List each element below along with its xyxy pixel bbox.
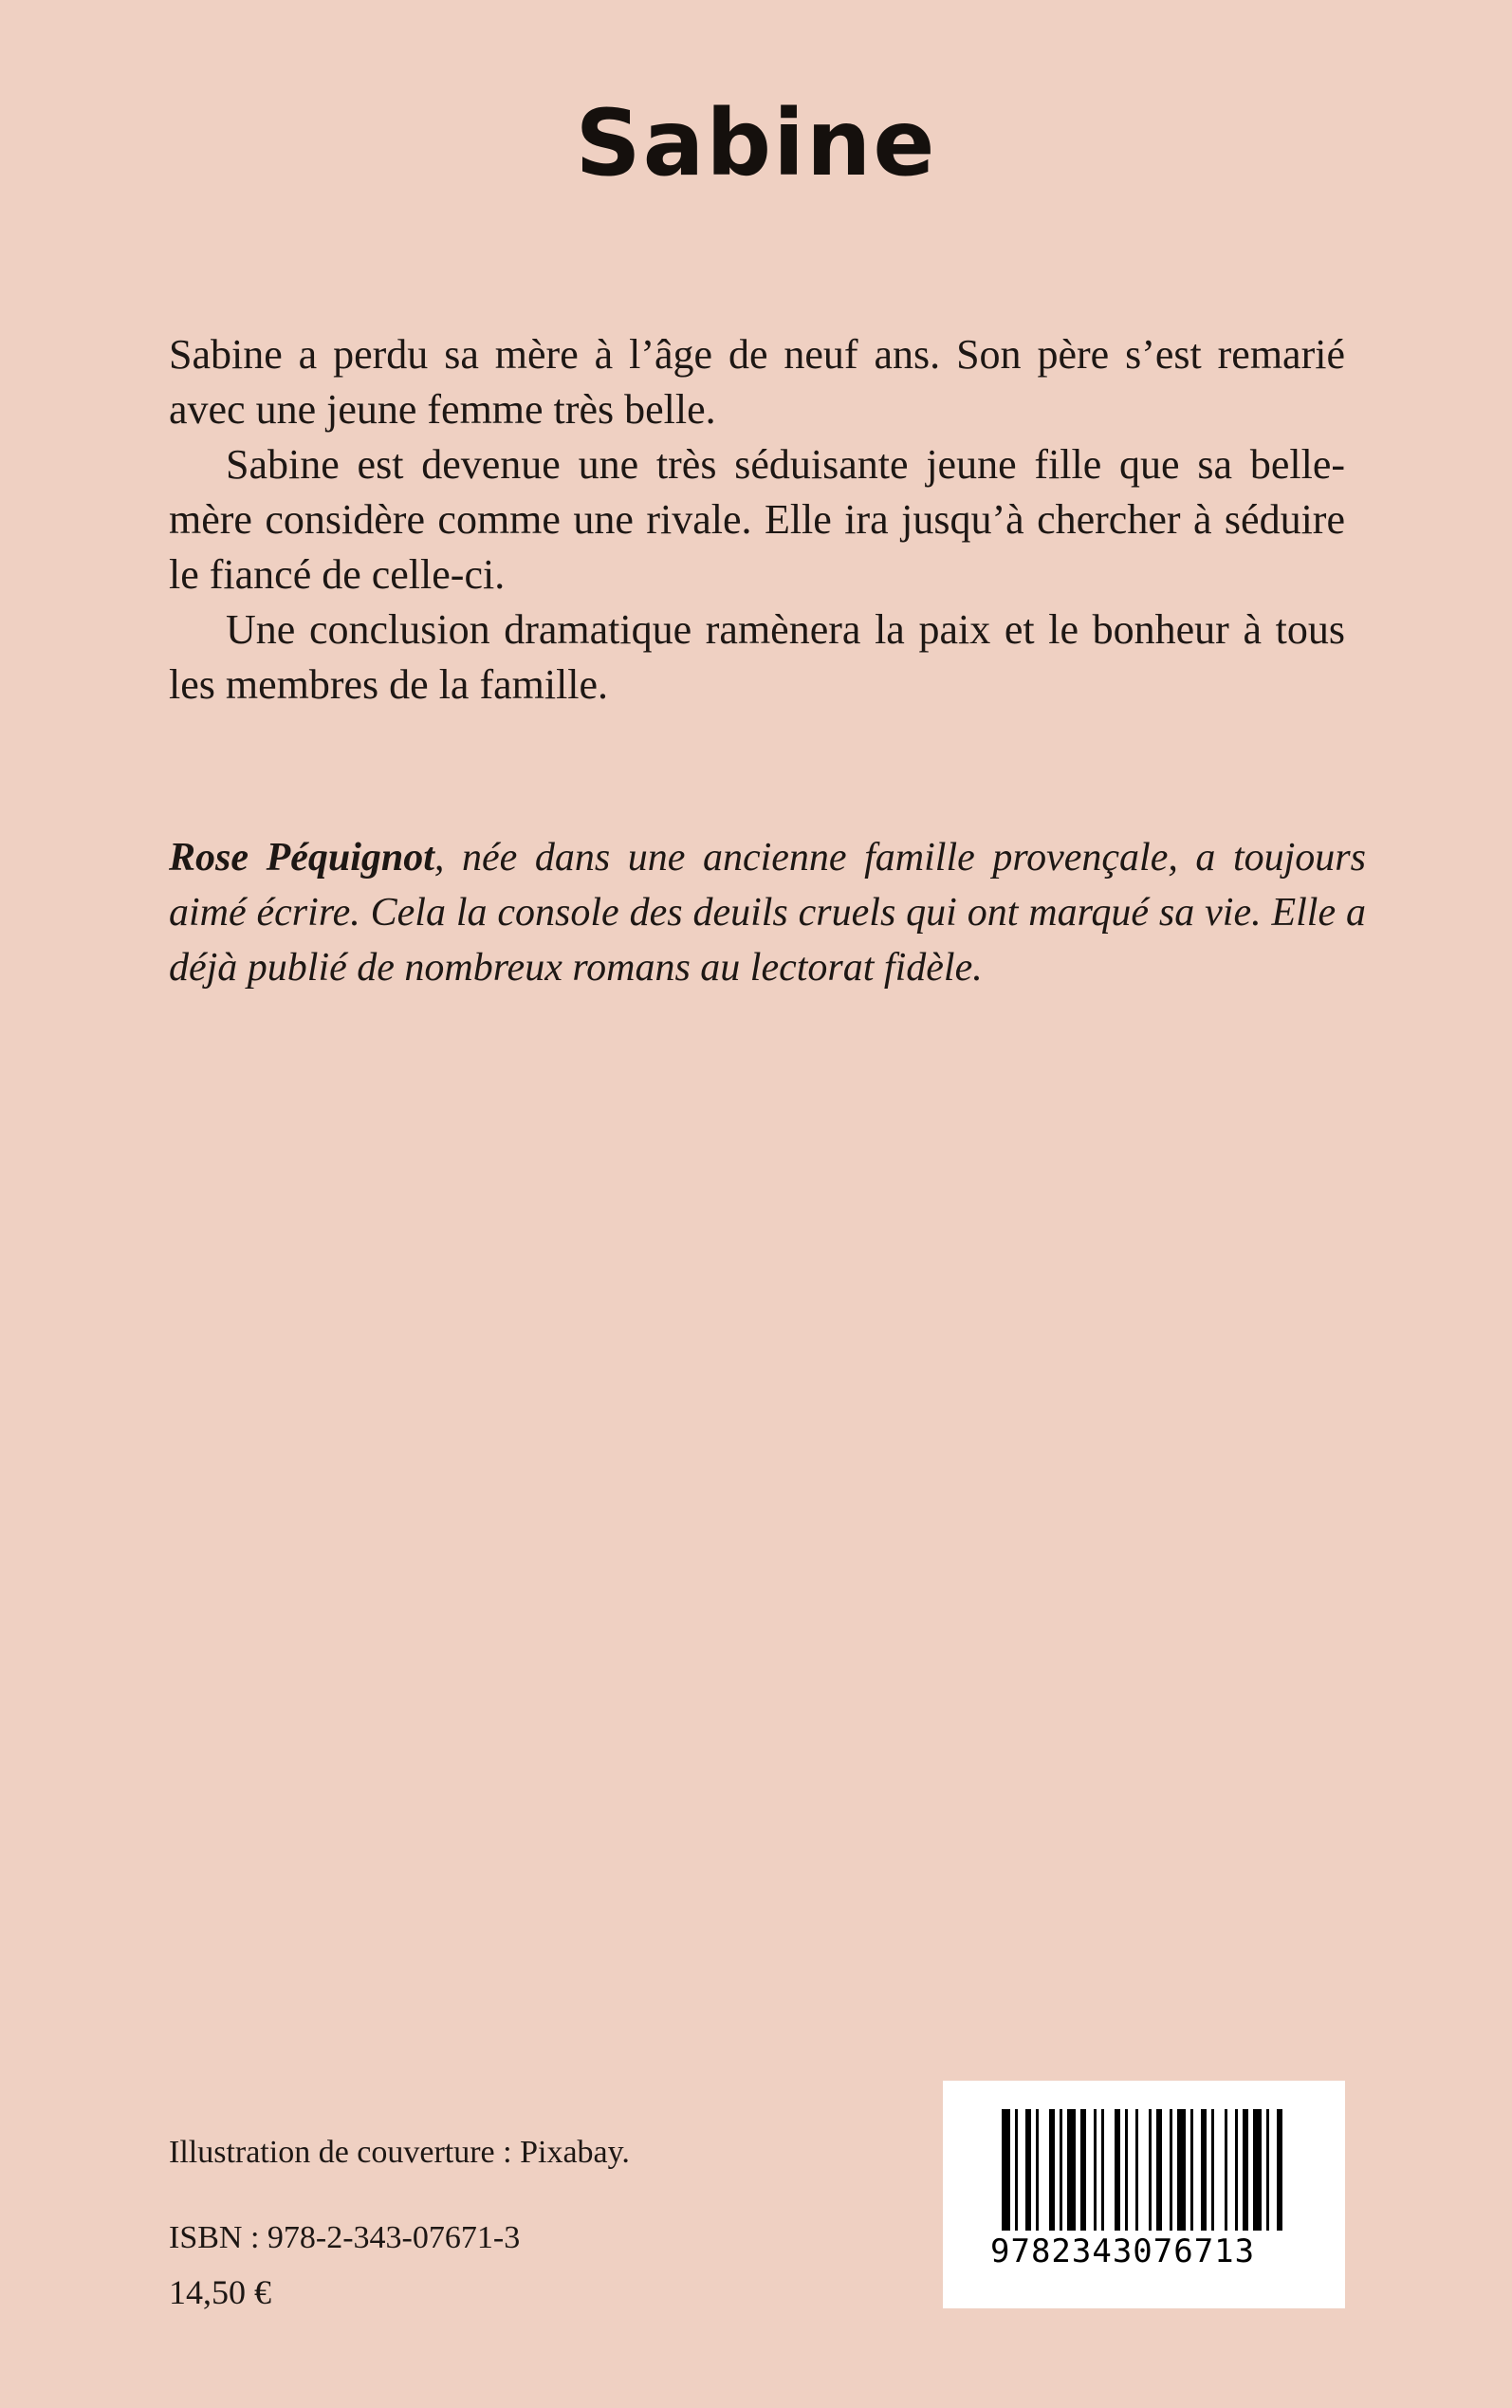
- blurb-paragraph: Sabine est devenue une très séduisante jeune fille que sa belle-mère considère comme une rivale. Elle ira jusqu’à chercher à séduire le fiancé de celle-ci.: [169, 441, 1345, 598]
- barcode-bars: [1002, 2109, 1286, 2231]
- blurb-paragraph: Sabine a perdu sa mère à l’âge de neuf ans. Son père s’est remarié avec une jeune femme très belle.: [169, 331, 1345, 433]
- illustration-credit: Illustration de couverture : Pixabay.: [169, 2135, 630, 2170]
- author-bio-text: , née dans une ancienne famille provençale, a toujours aimé écrire. Cela la console des deuils cruels qui ont marqué sa vie. Elle a déjà publié de nombreux romans au lectorat fidèle.: [169, 836, 1366, 990]
- price: 14,50 €: [169, 2273, 271, 2311]
- back-cover-blurb: [169, 327, 1345, 713]
- blurb-paragraph: Une conclusion dramatique ramènera la paix et le bonheur à tous les membres de la famille.: [169, 606, 1345, 708]
- isbn: ISBN : 978-2-343-07671-3: [169, 2220, 521, 2255]
- barcode-number: 9782343076713: [990, 2232, 1256, 2270]
- author-bio: [169, 830, 1366, 995]
- barcode: [943, 2081, 1345, 2308]
- book-title: Sabine: [575, 90, 937, 196]
- author-name: Rose Péquignot: [169, 836, 434, 880]
